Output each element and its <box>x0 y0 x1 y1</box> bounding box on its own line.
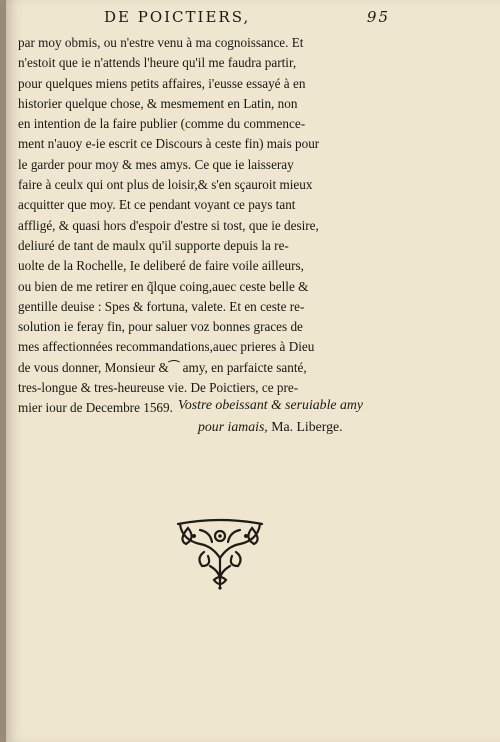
signature-closing: Vostre obeissant & seruiable amy <box>178 397 363 412</box>
text-line: par moy obmis, ou n'estre venu à ma cognoissance. Et <box>18 35 304 50</box>
text-line: mier iour de Decembre 1569. <box>18 400 173 416</box>
text-line: acquitter que moy. Et ce pendant voyant ce pays tant <box>18 197 296 213</box>
text-line: ment n'auoy e-ie escrit ce Discours à ceste fin) mais pour <box>18 136 320 152</box>
running-title: DE POICTIERS, <box>104 8 251 26</box>
text-line: pour quelques miens petits affaires, i'eusse essayé à en <box>18 75 306 91</box>
text-line: tres-longue & tres-heureuse vie. De Poictiers, ce pre- <box>18 380 299 396</box>
text-line: le garder pour moy & mes amys. Ce que ie laisseray <box>18 156 294 172</box>
text-line: n'estoit que ie n'attends l'heure qu'il me faudra partir, <box>18 55 297 71</box>
running-header <box>6 6 500 28</box>
signature-pour-iamais: pour iamais, <box>198 419 268 434</box>
text-line: mes affectionnées recommandations,auec prieres à Dieu <box>18 339 315 355</box>
signature-line <box>178 416 363 438</box>
text-line: solution ie feray fin, pour saluer voz bonnes graces de <box>18 319 303 335</box>
text-line: de vous donner, Monsieur &⁀ amy, en parfaicte santé, <box>18 359 307 375</box>
text-line: historier quelque chose, & mesmement en Latin, non <box>18 95 298 111</box>
signature-block <box>178 394 363 438</box>
page-number: 95 <box>366 8 390 26</box>
text-line: en intention de la faire publier (comme du commence- <box>18 116 306 132</box>
signature-name: Ma. Liberge. <box>267 419 343 434</box>
text-line: deliuré de tant de maulx qu'il supporte depuis la re- <box>18 237 289 253</box>
text-line: ou bien de me retirer en q̃lque coing,auec ceste belle & <box>18 278 309 294</box>
text-line: faire à ceulx qui ont plus de loisir,& s'en sçauroit mieux <box>18 177 313 193</box>
text-line: affligé, & quasi hors d'espoir d'estre si tost, que ie desire, <box>18 217 319 233</box>
body-text <box>18 33 398 419</box>
fleuron-ornament-icon <box>174 518 266 590</box>
text-line: gentille deuise : Spes & fortuna, valete. Et en ceste re- <box>18 298 305 314</box>
text-line: uolte de la Rochelle, Ie deliberé de faire voile ailleurs, <box>18 258 304 274</box>
book-page <box>6 0 500 742</box>
